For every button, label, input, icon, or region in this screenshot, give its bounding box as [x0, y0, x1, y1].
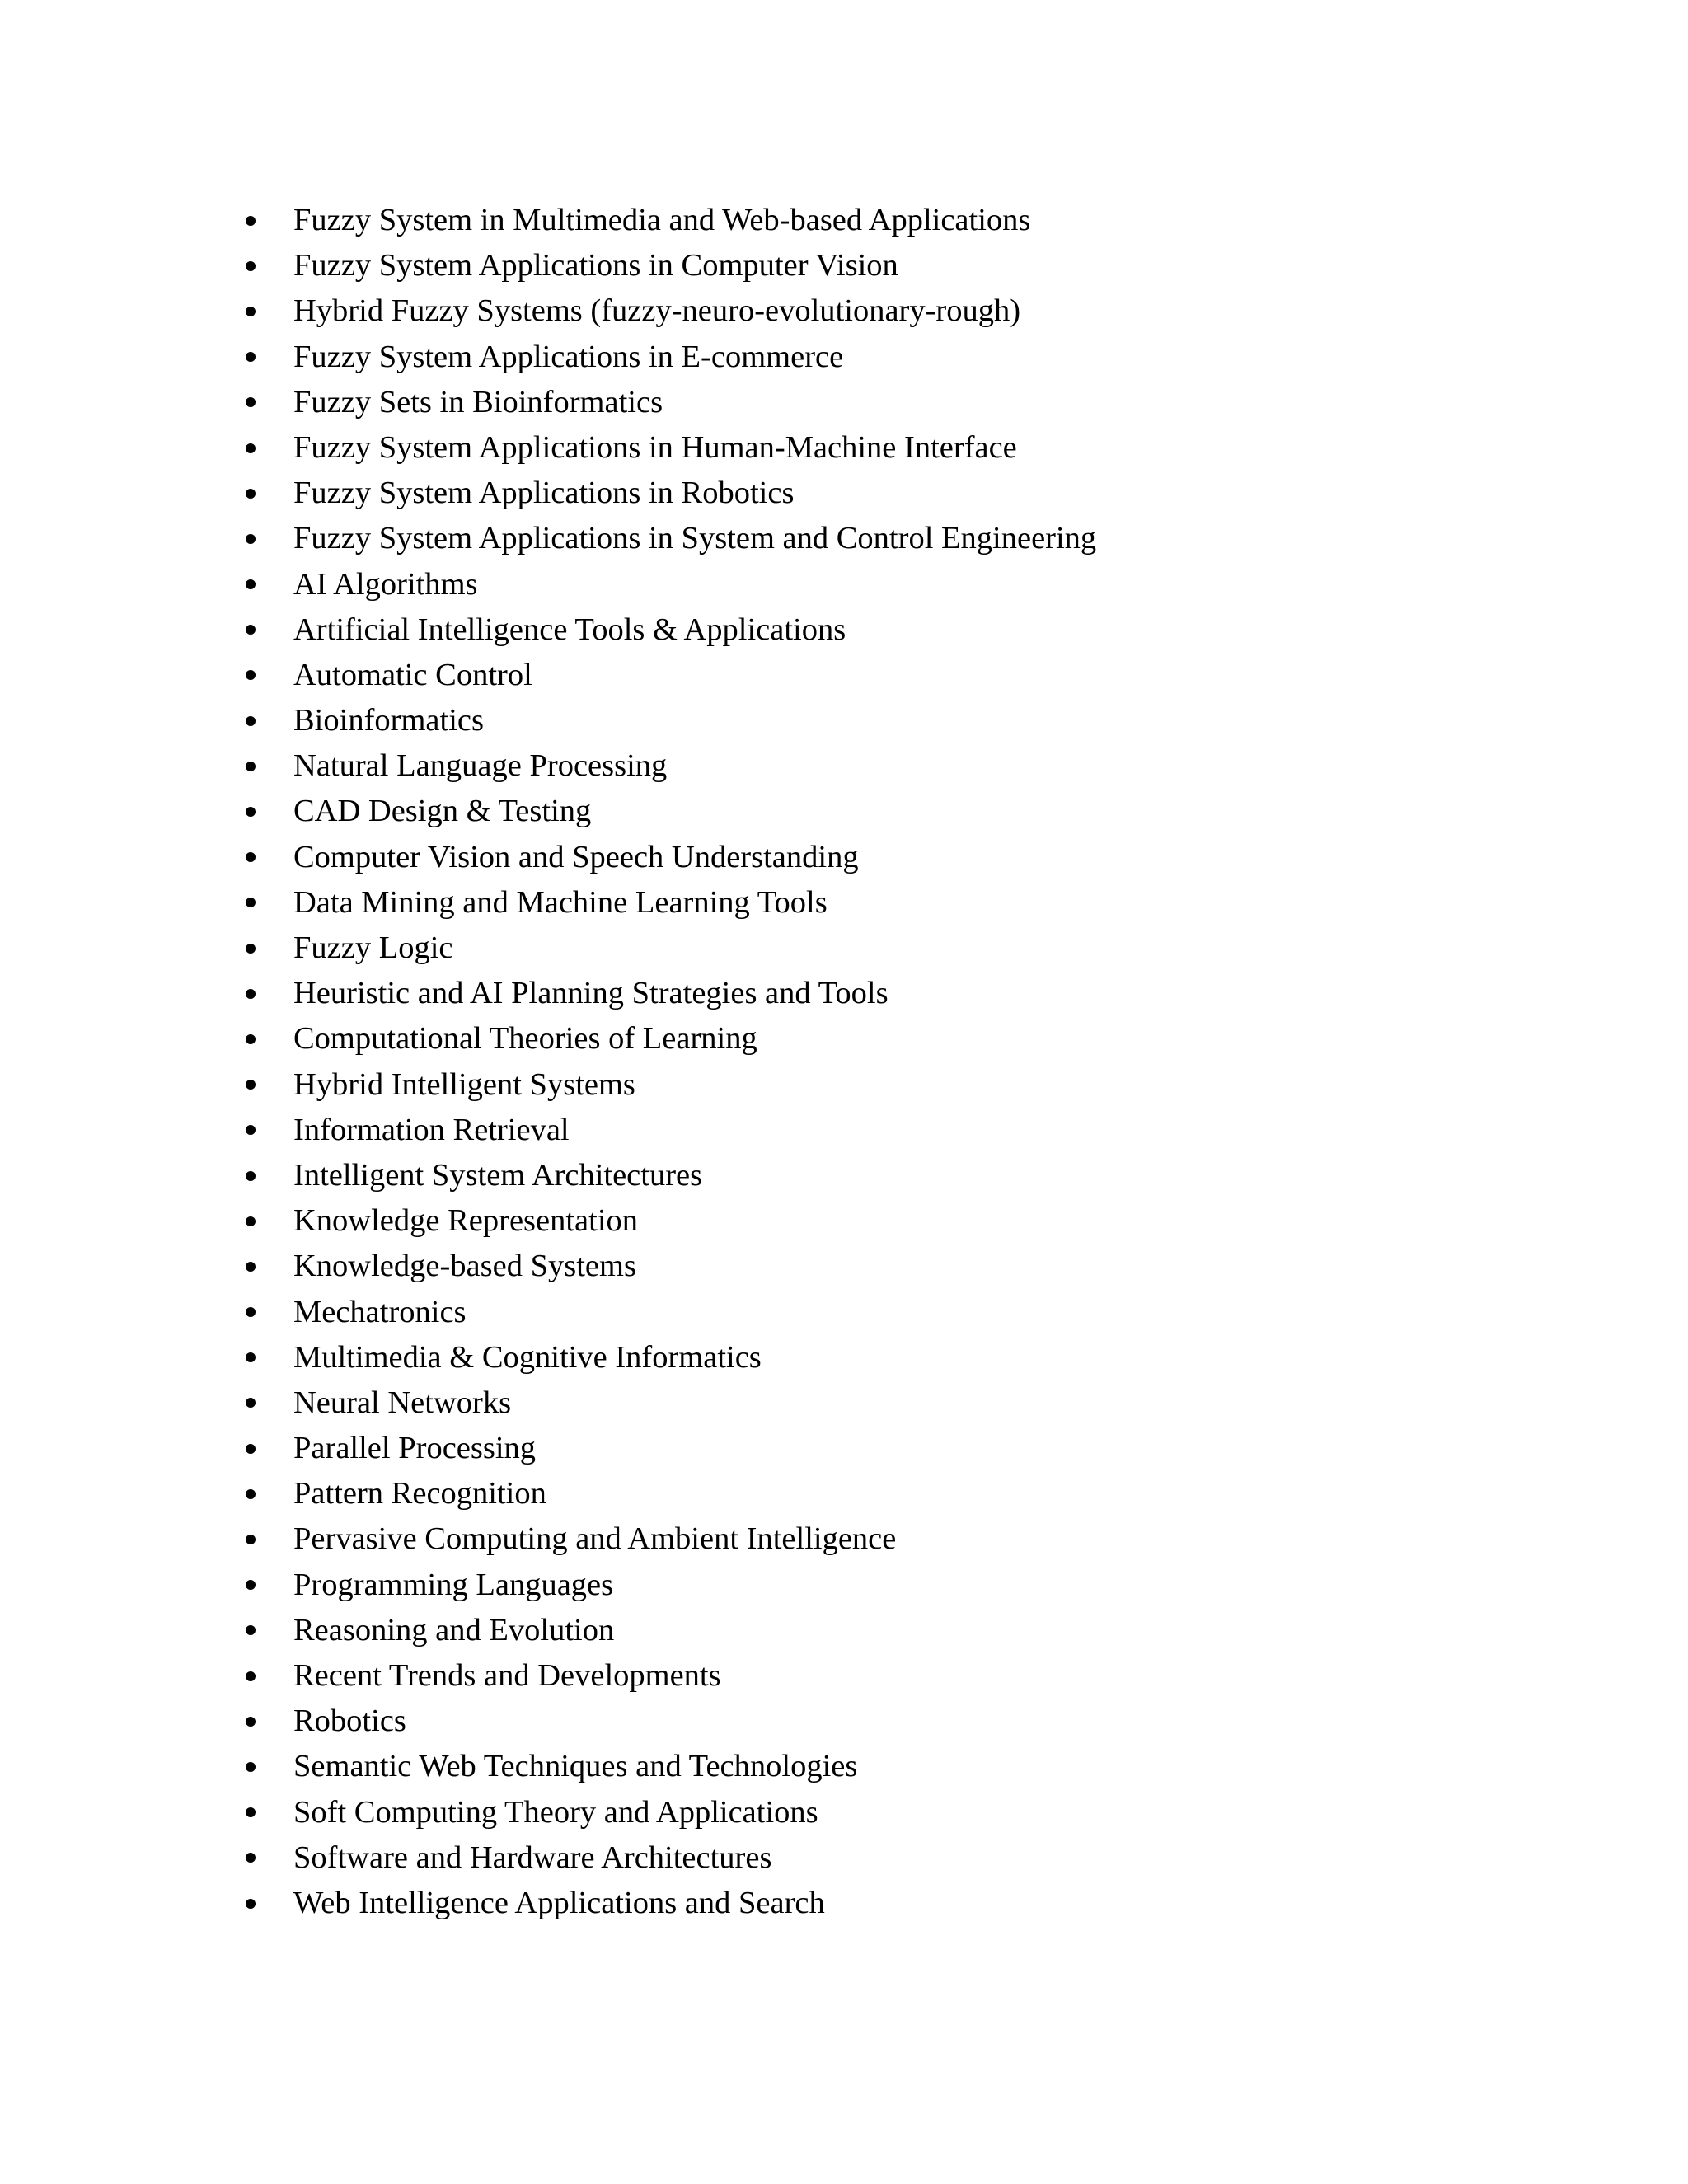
bullet-icon [244, 288, 257, 334]
bullet-icon [244, 926, 257, 971]
list-item-text: Information Retrieval [293, 1112, 570, 1147]
list-item-text: Fuzzy Logic [293, 930, 453, 965]
bullet-icon [244, 653, 257, 698]
list-item-text: Reasoning and Evolution [293, 1612, 615, 1647]
bullet-icon [244, 1471, 257, 1516]
bullet-icon [244, 1153, 257, 1198]
list-item-text: Automatic Control [293, 657, 532, 692]
list-item-text: Hybrid Intelligent Systems [293, 1066, 635, 1102]
bullet-icon [244, 1653, 257, 1699]
bullet-icon [244, 1426, 257, 1471]
bullet-icon [244, 1198, 257, 1244]
list-item-text: Bioinformatics [293, 703, 484, 738]
bullet-icon [244, 1380, 257, 1426]
list-item-text: Artificial Intelligence Tools & Applications [293, 612, 846, 647]
bullet-icon [244, 243, 257, 288]
list-item-text: Hybrid Fuzzy Systems (fuzzy-neuro-evolutionary-rough) [293, 293, 1021, 329]
list-item-text: Multimedia & Cognitive Informatics [293, 1339, 762, 1375]
list-item-text: Natural Language Processing [293, 748, 668, 784]
list-item-text: Fuzzy System Applications in Human-Machine Interface [293, 429, 1017, 465]
bullet-icon [244, 1108, 257, 1153]
list-item-text: Parallel Processing [293, 1431, 537, 1466]
list-item-text: Fuzzy Sets in Bioinformatics [293, 384, 663, 419]
bullet-icon [244, 835, 257, 880]
list-item-text: Pattern Recognition [293, 1476, 546, 1511]
list-item-text: Neural Networks [293, 1385, 512, 1420]
bullet-icon [244, 789, 257, 834]
list-item-text: Fuzzy System Applications in Robotics [293, 476, 795, 511]
bullet-icon [244, 562, 257, 607]
bullet-icon [244, 1744, 257, 1789]
bullet-icon [244, 1244, 257, 1289]
list-item-text: Data Mining and Machine Learning Tools [293, 884, 828, 920]
list-item-text: Pervasive Computing and Ambient Intelligence [293, 1521, 897, 1557]
bullet-icon [244, 1790, 257, 1835]
bullet-icon [244, 1881, 257, 1926]
list-item-text: Computational Theories of Learning [293, 1021, 757, 1057]
bullet-icon [244, 471, 257, 516]
list-item-text: Robotics [293, 1704, 406, 1739]
list-item-text: Soft Computing Theory and Applications [293, 1794, 818, 1830]
bullet-icon [244, 1563, 257, 1608]
bullet-icon [244, 198, 257, 243]
list-item-text: Computer Vision and Speech Understanding [293, 839, 859, 874]
list-item-text: Mechatronics [293, 1294, 467, 1329]
list-item-text: Recent Trends and Developments [293, 1658, 721, 1693]
bullet-icon [244, 607, 257, 653]
bullet-icon [244, 743, 257, 789]
list-item-text: Fuzzy System Applications in Computer Vision [293, 248, 898, 284]
list-item-text: Software and Hardware Architectures [293, 1840, 772, 1875]
bullet-icon [244, 971, 257, 1016]
bullet-icon [244, 335, 257, 380]
bullet-icon [244, 425, 257, 471]
bullet-icon [244, 1516, 257, 1562]
list-item-text: Fuzzy System Applications in E-commerce [293, 339, 844, 374]
list-item-text: Fuzzy System Applications in System and Control Engineering [293, 521, 1097, 556]
bullet-icon [244, 1016, 257, 1062]
list-item-text: CAD Design & Testing [293, 794, 592, 829]
bullet-icon [244, 880, 257, 926]
list-item-text: Semantic Web Techniques and Technologies [293, 1749, 858, 1784]
list-item-text: Programming Languages [293, 1567, 614, 1602]
bullet-icon [244, 1290, 257, 1335]
bullet-icon [244, 1335, 257, 1380]
list-item-text: Intelligent System Architectures [293, 1157, 703, 1193]
list-item-text: Heuristic and AI Planning Strategies and Tools [293, 976, 889, 1011]
bullet-icon [244, 698, 257, 743]
list-item-text: Knowledge Representation [293, 1203, 639, 1239]
list-item-text: Fuzzy System in Multimedia and Web-based Applications [293, 203, 1031, 237]
bullet-icon [244, 1062, 257, 1108]
list-item-text: Web Intelligence Applications and Search [293, 1885, 825, 1920]
bullet-icon [244, 380, 257, 425]
bullet-icon [244, 1608, 257, 1653]
bullet-icon [244, 516, 257, 561]
bullet-icon [244, 1835, 257, 1881]
list-item-text: Knowledge-based Systems [293, 1249, 636, 1284]
list-item-text: AI Algorithms [293, 566, 478, 602]
bullet-icon [244, 1699, 257, 1744]
